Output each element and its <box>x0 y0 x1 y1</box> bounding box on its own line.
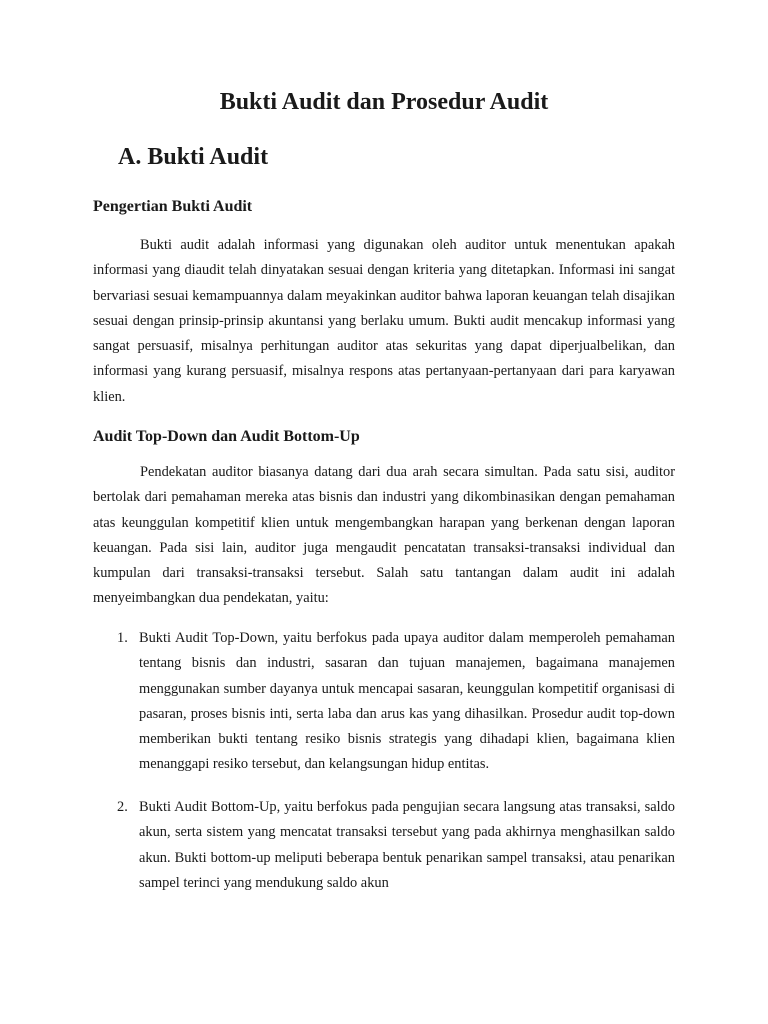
document-title: Bukti Audit dan Prosedur Audit <box>219 89 549 115</box>
list-item <box>93 795 675 896</box>
section-heading: A. Bukti Audit <box>118 144 269 170</box>
subheading-top-down-bottom-up: Audit Top-Down dan Audit Bottom-Up <box>93 428 360 445</box>
paragraph-pendekatan: Pendekatan auditor biasanya datang dari dua arah secara simultan. Pada satu sisi, auditor bertolak dari pemahaman mereka atas bisnis dan industri yang dikombinasikan dengan pemahaman atas keunggulan kompetitif klien untuk mengembangkan harapan yang berkenan dengan laporan keuangan. Pada sisi lain, auditor juga mengaudit pencatatan transaksi-transaksi individual dan kumpulan dari transaksi-transaksi tersebut. Salah satu tantangan dalam audit ini adalah menyeimbangkan dua pendekatan, yaitu: <box>93 464 675 607</box>
numbered-list-item-2 <box>93 795 675 896</box>
list-text: Bukti Audit Bottom-Up, yaitu berfokus pada pengujian secara langsung atas transaksi, saldo akun, serta sistem yang mencatat transaksi tersebut yang pada akhirnya menghasilkan saldo akun. Bukti bottom-up meliputi beberapa bentuk penarikan sampel transaksi, atau penarikan sampel terinci yang mendukung saldo akun <box>139 799 675 891</box>
list-item <box>93 626 675 778</box>
list-text: Bukti Audit Top-Down, yaitu berfokus pada upaya auditor dalam memperoleh pemahaman tentang bisnis dan industri, sasaran dan tujuan manajemen, bagaimana manajemen menggunakan sumber dayanya untuk mencapai sasaran, keunggulan kompetitif organisasi di pasaran, proses bisnis inti, serta laba dan arus kas yang dihasilkan. Prosedur audit top-down memberikan bukti tentang resiko bisnis strategis yang dihadapi klien, bagaimana klien menanggapi resiko tersebut, dan kelangsungan hidup entitas. <box>139 630 675 773</box>
subheading-pengertian: Pengertian Bukti Audit <box>93 198 253 215</box>
numbered-list-item-1 <box>93 626 675 778</box>
list-number: 1. <box>117 630 128 646</box>
paragraph-pengertian: Bukti audit adalah informasi yang digunakan oleh auditor untuk menentukan apakah informasi yang diaudit telah dinyatakan sesuai dengan kriteria yang ditetapkan. Informasi ini sangat bervariasi sesuai kemampuannya dalam meyakinkan auditor bahwa laporan keuangan telah disajikan sesuai dengan prinsip-prinsip akuntansi yang berlaku umum. Bukti audit mencakup informasi yang sangat persuasif, misalnya perhitungan auditor atas sekuritas yang dapat diperjualbelikan, dan informasi yang kurang persuasif, misalnya respons atas pertanyaan-pertanyaan dari para karyawan klien. <box>93 237 675 405</box>
list-number: 2. <box>117 799 128 815</box>
